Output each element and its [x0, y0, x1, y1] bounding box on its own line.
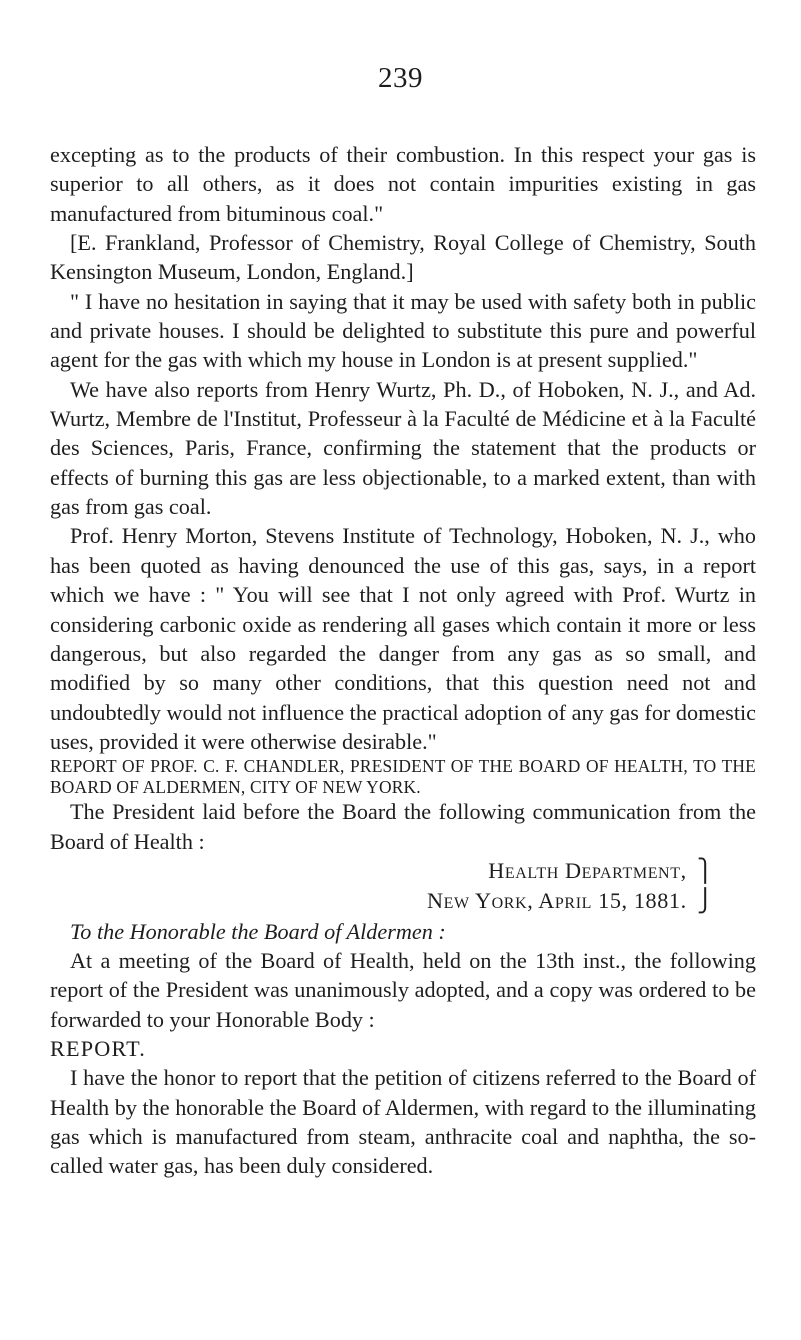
- body-text: [50, 140, 756, 1181]
- report-title: REPORT.: [50, 1035, 147, 1061]
- attribution-frankland: [E. Frankland, Professor of Chemistry, Royal College of Chemistry, South Kensington Museum, London, England.]: [50, 230, 756, 285]
- paragraph-morton: Prof. Henry Morton, Stevens Institute of Technology, Hoboken, N. J., who has been quoted as having denounced the use of this gas, says, in a report which we have : " You will see that I not only agreed with Prof. Wurtz in considering carbonic oxide as rendering all gases which contain it more or less dangerous, but also regarded the danger from any gas as so small, and modified by so many other conditions, that this question need not and undoubtedly would not influence the practical adoption of any gas for domestic uses, provided it were otherwise desirable.": [50, 523, 756, 754]
- paragraph-president: The President laid before the Board the following communication from the Board of Health :: [50, 799, 756, 854]
- salutation: To the Honorable the Board of Aldermen :: [70, 918, 446, 944]
- paragraph-meeting: At a meeting of the Board of Health, held on the 13th inst., the following report of the President was unanimously adopted, and a copy was ordered to be forwarded to your Honorable Body :: [50, 947, 756, 1032]
- paragraph-report: I have the honor to report that the petition of citizens referred to the Board of Health by the honorable the Board of Aldermen, with regard to the illuminating gas which is manufactured from steam, anthracite coal and naphtha, the so-called water gas, has been duly considered.: [50, 1065, 756, 1179]
- section-heading: REPORT OF PROF. C. F. CHANDLER, PRESIDENT OF THE BOARD OF HEALTH, TO THE BOARD OF ALDERMEN, CITY OF NEW YORK.: [50, 756, 756, 797]
- dept-line-2: New York, April 15, 1881. ⎭: [427, 888, 714, 915]
- dept-line-1: Health Department, ⎫: [488, 857, 714, 884]
- page-number: 239: [378, 62, 423, 94]
- quote-frankland: " I have no hesitation in saying that it may be used with safety both in public and private houses. I should be delighted to substitute this pure and powerful agent for the gas with which my house in London is at present supplied.": [50, 288, 756, 373]
- paragraph-continuation: excepting as to the products of their combustion. In this respect your gas is superior to all others, as it does not contain impurities existing in gas manufactured from bituminous coal.": [50, 142, 756, 226]
- brace-top: ⎫: [696, 857, 714, 884]
- paragraph-wurtz-reports: We have also reports from Henry Wurtz, Ph. D., of Hoboken, N. J., and Ad. Wurtz, Membre de l'Institut, Professeur à la Faculté de Médicine et à la Faculté des Sciences, Paris, France, confirming the statement that the products or effects of burning this gas are less objectionable, to a marked extent, than with gas from gas coal.: [50, 376, 756, 520]
- letter-dateline: [50, 856, 756, 917]
- brace-bottom: ⎭: [696, 888, 714, 915]
